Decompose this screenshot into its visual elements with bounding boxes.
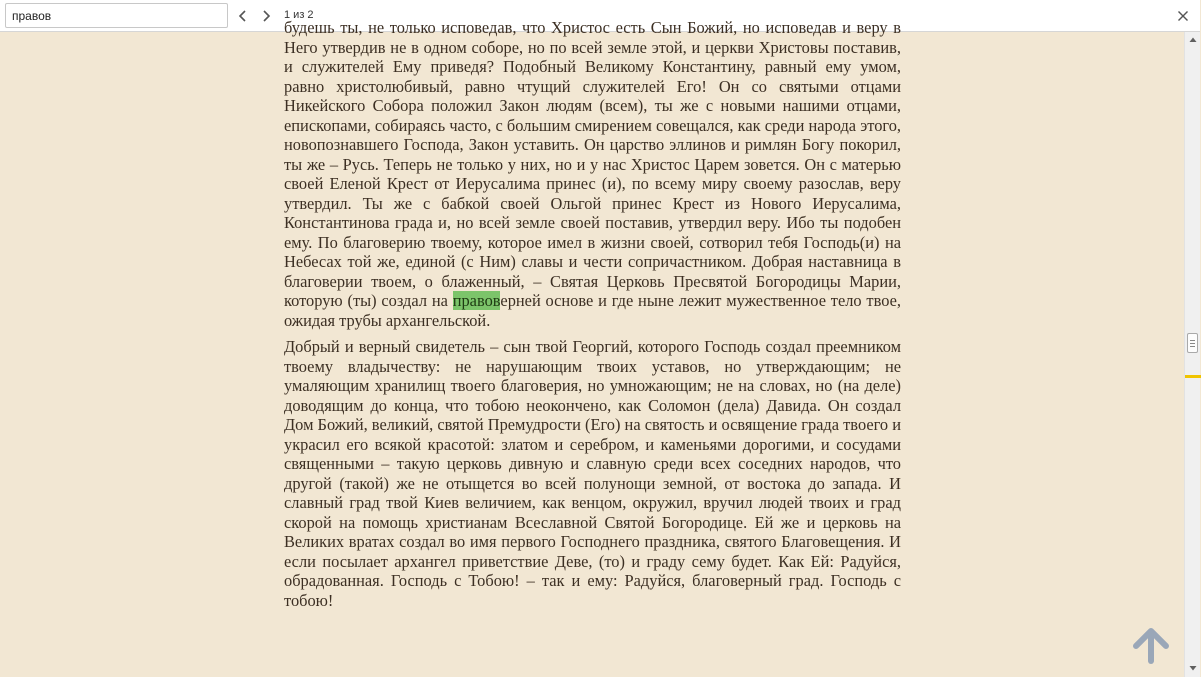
next-match-button[interactable] bbox=[255, 5, 277, 27]
chevron-left-icon bbox=[237, 9, 249, 23]
search-highlight: правов bbox=[452, 291, 501, 310]
previous-match-button[interactable] bbox=[232, 5, 254, 27]
paragraph-text: будешь ты, не только исповедав, что Христос есть Сын Божий, но исповедав и веру в Него утвердив не в одном соборе, но по всей земле этой, и церкви Христовы поставив, и служителей Ему приведя? Подобный Великому Константину, равный ему умом, равно христолюбивый, равно чтущий служителей Его! Он со святыми отцами Никейского Собора положил Закон людям (всем), ты же с новыми нашими отцами, епископами, собираясь часто, с большим смирением совещался, как среди народа этого, новопознавшего Господа, Закон уставить. Он царство эллинов и римлян Богу покорил, ты же – Русь. Теперь не только у них, но и у нас Христос Царем зовется. Он с матерью своей Еленой Крест от Иерусалима принес (и), по всему миру своему разослав, веру утвердил. Ты же с бабкой своей Ольгой принес Крест из Нового Иерусалима, Константинова града и, но всей земле своей поставив, утвердил веру. Ибо ты подобен ему. По благоверию твоему, которое имел в жизни своей, сотворил тебя Господь(и) на Небесах той же, единой (с Ним) славы и чести сопричастником. Добрая наставница в благоверии твоем, о блаженный, – Святая Церковь Пресвятой Богородицы Марии, которую (ты) создал на bbox=[284, 18, 901, 310]
paragraph bbox=[284, 18, 901, 330]
content-viewport bbox=[0, 18, 1184, 677]
match-count: 1 из 2 bbox=[284, 9, 314, 21]
scroll-down-arrow-icon bbox=[1189, 665, 1197, 671]
scroll-to-top-button[interactable] bbox=[1131, 625, 1171, 665]
arrow-up-icon bbox=[1131, 625, 1171, 665]
scroll-up-button[interactable] bbox=[1188, 35, 1198, 45]
scroll-down-button[interactable] bbox=[1188, 663, 1198, 673]
close-icon bbox=[1177, 10, 1189, 22]
vertical-scrollbar[interactable] bbox=[1184, 32, 1200, 677]
article-text bbox=[284, 18, 901, 617]
paragraph-text: ерней основе и где ныне лежит мужественное тело твое, ожидая трубы архангельской. bbox=[284, 291, 901, 330]
paragraph: Добрый и верный свидетель – сын твой Георгий, которого Господь создал преемником твоему владычеству: не нарушающим твоих уставов, но утверждающим; не умаляющим хранилищ твоего благоверия, но умножающим; не на словах, но (на деле) доводящим до конца, что тобою неокончено, как Соломон (дела) Давида. Он создал Дом Божий, великий, святой Премудрости (Его) на святость и освящение града твоего и украсил его всякой красотой: златом и серебром, и каменьями дорогими, и сосудами священными – такую церковь дивную и славную среди всех соседних народов, что другой (такой) же не отыщется во всей полунощи земной, от востока до запада. И славный град твой Киев величием, как венцом, окружил, вручил людей твоих и град скорой на помощь христианам Всеславной Святой Богородице. Ей же и церковь на Великих вратах создал во имя первого Господнего праздника, святого Благовещения. И если посылает архангел приветствие Деве, (то) и граду сему будет. Как Ей: Радуйся, обрадованная. Господь с Тобою! – так и ему: Радуйся, благоверный град. Господь с тобою! bbox=[284, 337, 901, 610]
match-marker bbox=[1185, 375, 1201, 378]
close-find-button[interactable] bbox=[1172, 5, 1194, 27]
chevron-right-icon bbox=[260, 9, 272, 23]
scroll-thumb[interactable] bbox=[1187, 333, 1198, 353]
find-input[interactable] bbox=[5, 3, 228, 28]
scroll-up-arrow-icon bbox=[1189, 37, 1197, 43]
